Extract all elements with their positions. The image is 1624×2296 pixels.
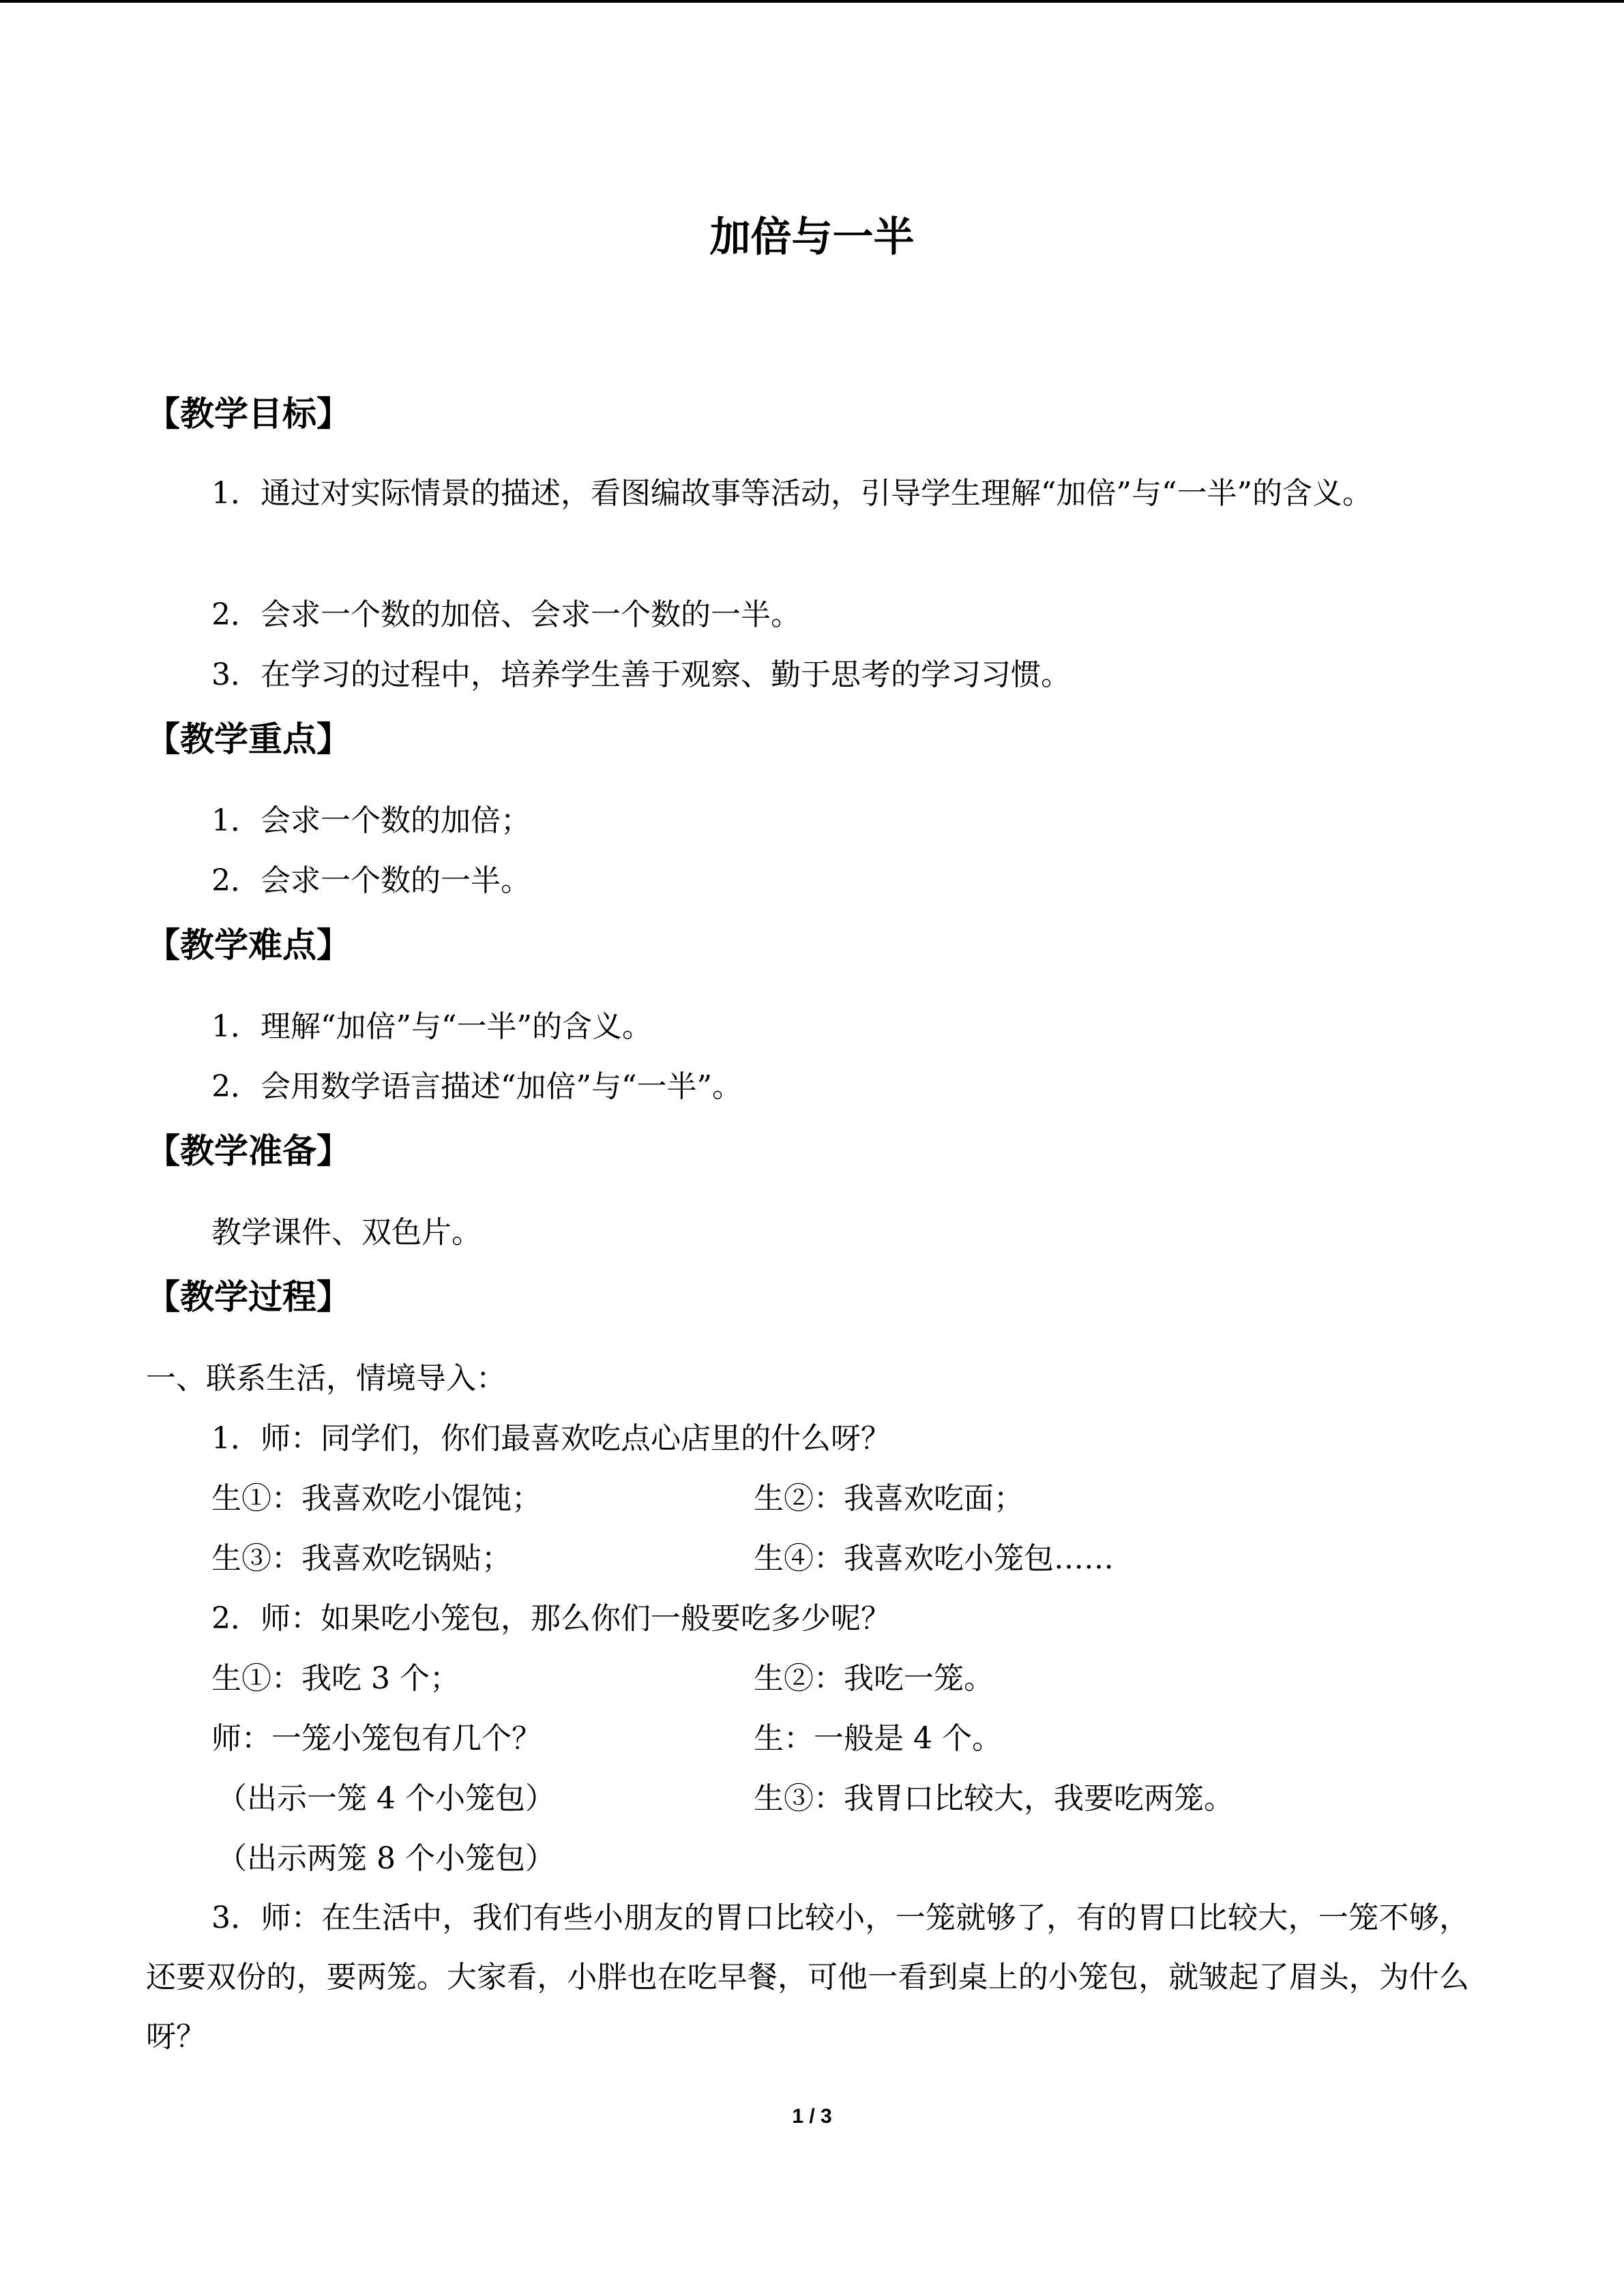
preparation-text: 教学课件、双色片。 <box>211 1215 482 1250</box>
objective-item-1: 1．通过对实际情景的描述，看图编故事等活动，引导学生理解“加倍”与“一半”的含义。 <box>211 476 1372 511</box>
student-answer-4: 生④：我喜欢吃小笼包…… <box>754 1541 1114 1576</box>
dialogue-line-4: 生：一般是 4 个。 <box>754 1721 1002 1756</box>
student-answer-3: 生③：我喜欢吃锅贴； <box>211 1541 512 1576</box>
dialogue-line-1: 生①：我吃 3 个； <box>211 1661 460 1696</box>
question-1: 1．师：同学们，你们最喜欢吃点心店里的什么呀？ <box>211 1421 891 1456</box>
top-border-rule <box>0 0 1624 3</box>
question-3: 3．师：在生活中，我们有些小朋友的胃口比较小，一笼就够了，有的胃口比较大，一笼不够，还要双份的，要两笼。大家看，小胖也在吃早餐，可他一看到桌上的小笼包，就皱起了眉头，为什么呀？ <box>146 1900 1469 2054</box>
student-answer-1: 生①：我喜欢吃小馄饨； <box>211 1481 542 1516</box>
key-point-item-1: 1．会求一个数的加倍； <box>211 803 531 838</box>
difficulty-item-2: 2．会用数学语言描述“加倍”与“一半”。 <box>211 1069 742 1104</box>
key-points-heading: 【教学重点】 <box>146 719 351 759</box>
preparation-heading: 【教学准备】 <box>146 1131 351 1171</box>
dialogue-line-2: 生②：我吃一笼。 <box>754 1661 994 1696</box>
dialogue-line-6: 生③：我胃口比较大，我要吃两笼。 <box>754 1781 1234 1816</box>
page-number: 1 / 3 <box>792 2105 832 2128</box>
difficulty-item-1: 1．理解“加倍”与“一半”的含义。 <box>211 1009 652 1044</box>
dialogue-line-7: （出示两笼 8 个小笼包） <box>217 1841 555 1876</box>
key-point-item-2: 2．会求一个数的一半。 <box>211 863 531 898</box>
dialogue-line-3: 师：一笼小笼包有几个？ <box>211 1721 542 1756</box>
question-2: 2．师：如果吃小笼包，那么你们一般要吃多少呢？ <box>211 1601 891 1636</box>
process-heading: 【教学过程】 <box>146 1277 351 1317</box>
objectives-heading: 【教学目标】 <box>146 394 351 434</box>
student-answer-2: 生②：我喜欢吃面； <box>754 1481 1024 1516</box>
difficulties-heading: 【教学难点】 <box>146 925 351 965</box>
document-title: 加倍与一半 <box>709 213 915 261</box>
objective-item-3: 3．在学习的过程中，培养学生善于观察、勤于思考的学习习惯。 <box>211 657 1071 692</box>
dialogue-line-5: （出示一笼 4 个小笼包） <box>217 1781 555 1816</box>
section-1-title: 一、联系生活，情境导入： <box>146 1361 506 1396</box>
objective-item-2: 2．会求一个数的加倍、会求一个数的一半。 <box>211 597 801 632</box>
